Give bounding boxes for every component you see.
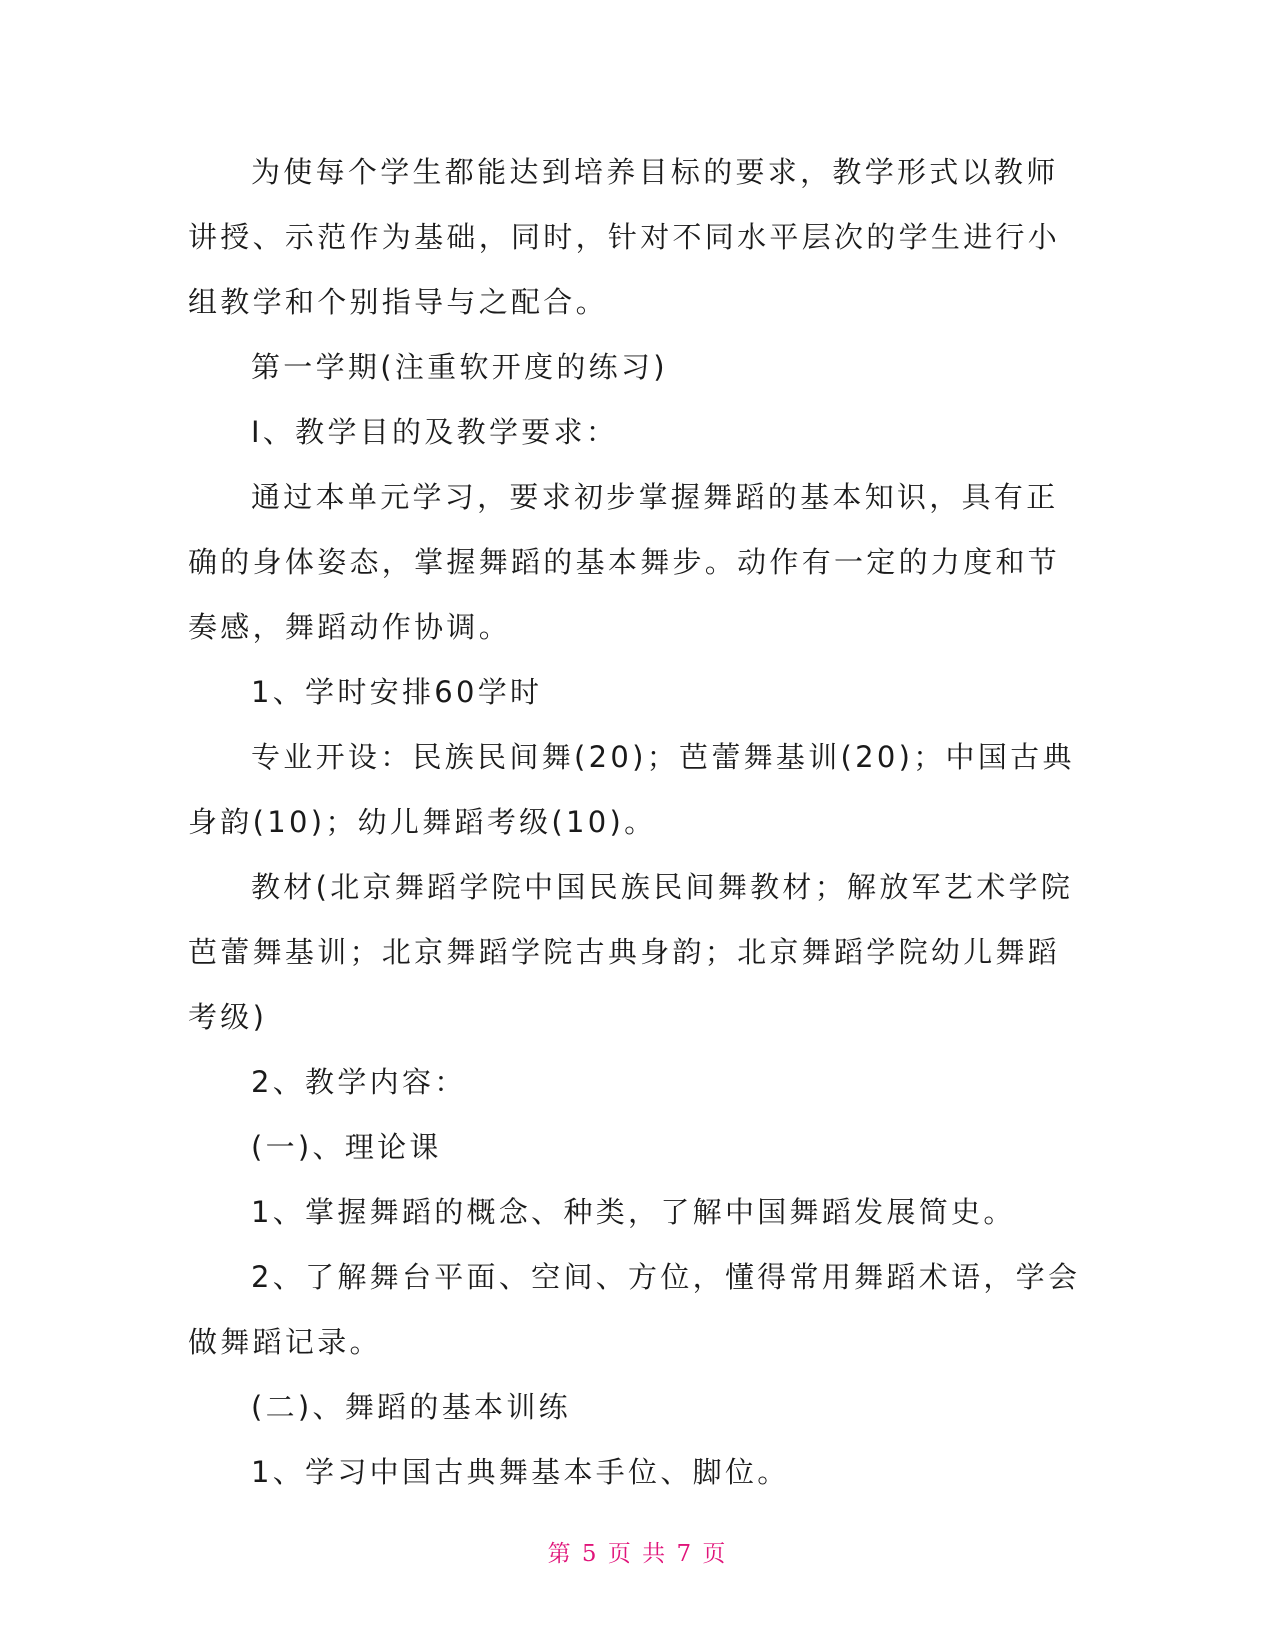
paragraph-theory-item-1: 1、掌握舞蹈的概念、种类，了解中国舞蹈发展简史。 bbox=[251, 1195, 1016, 1229]
paragraph-textbooks: 教材(北京舞蹈学院中国民族民间舞教材；解放军艺术学院芭蕾舞基训；北京舞蹈学院古典身韵；北京舞蹈学院幼儿舞蹈考级) bbox=[188, 870, 1074, 1034]
paragraph-theory-course: (一)、理论课 bbox=[251, 1130, 442, 1164]
document-body bbox=[188, 140, 1088, 1505]
paragraph-basic-training: (二)、舞蹈的基本训练 bbox=[251, 1390, 571, 1424]
paragraph-first-semester: 第一学期(注重软开度的练习) bbox=[251, 350, 668, 384]
page-number-footer: 第 5 页 共 7 页 bbox=[547, 1541, 728, 1567]
paragraph-teaching-form: 为使每个学生都能达到培养目标的要求，教学形式以教师讲授、示范作为基础，同时，针对不同水平层次的学生进行小组教学和个别指导与之配合。 bbox=[188, 155, 1061, 319]
paragraph-courses-offered: 专业开设：民族民间舞(20)；芭蕾舞基训(20)；中国古典身韵(10)；幼儿舞蹈考级(10)。 bbox=[188, 740, 1075, 839]
paragraph-theory-item-2: 2、了解舞台平面、空间、方位，懂得常用舞蹈术语，学会做舞蹈记录。 bbox=[188, 1260, 1081, 1359]
paragraph-objectives-detail: 通过本单元学习，要求初步掌握舞蹈的基本知识，具有正确的身体姿态，掌握舞蹈的基本舞步。动作有一定的力度和节奏感，舞蹈动作协调。 bbox=[188, 480, 1061, 644]
paragraph-section-heading-objectives: Ⅰ、教学目的及教学要求： bbox=[251, 415, 619, 449]
paragraph-training-item-1: 1、学习中国古典舞基本手位、脚位。 bbox=[251, 1455, 790, 1489]
paragraph-class-hours: 1、学时安排60学时 bbox=[251, 675, 543, 709]
paragraph-teaching-content: 2、教学内容： bbox=[251, 1065, 467, 1099]
